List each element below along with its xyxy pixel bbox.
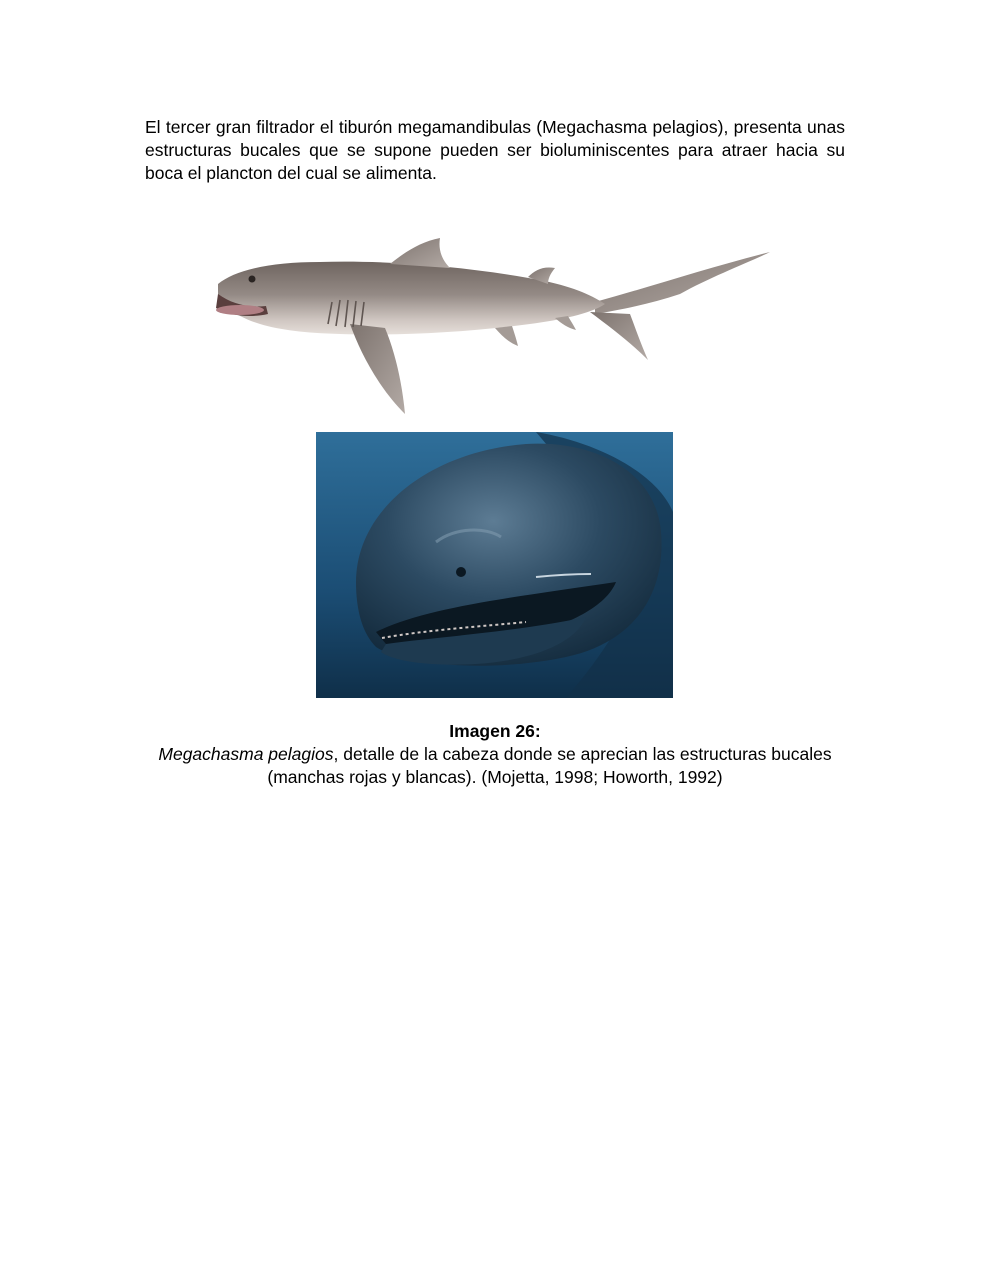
body-paragraph: El tercer gran filtrador el tiburón megamandibulas (Megachasma pelagios), presenta unas estructuras bucales que se supone pueden ser bioluminiscentes para atraer hacia su boca el plancton del cual se alimenta. <box>145 117 845 183</box>
figure-caption <box>145 720 845 789</box>
megamouth-shark-head-photo <box>316 432 673 698</box>
caption-species: Megachasma pelagios <box>158 744 334 764</box>
caption-text: , detalle de la cabeza donde se aprecian las estructuras bucales (manchas rojas y blancas). (Mojetta, 1998; Howorth, 1992) <box>267 744 832 787</box>
caption-title: Imagen 26: <box>449 721 541 741</box>
megamouth-shark-illustration <box>210 232 775 418</box>
